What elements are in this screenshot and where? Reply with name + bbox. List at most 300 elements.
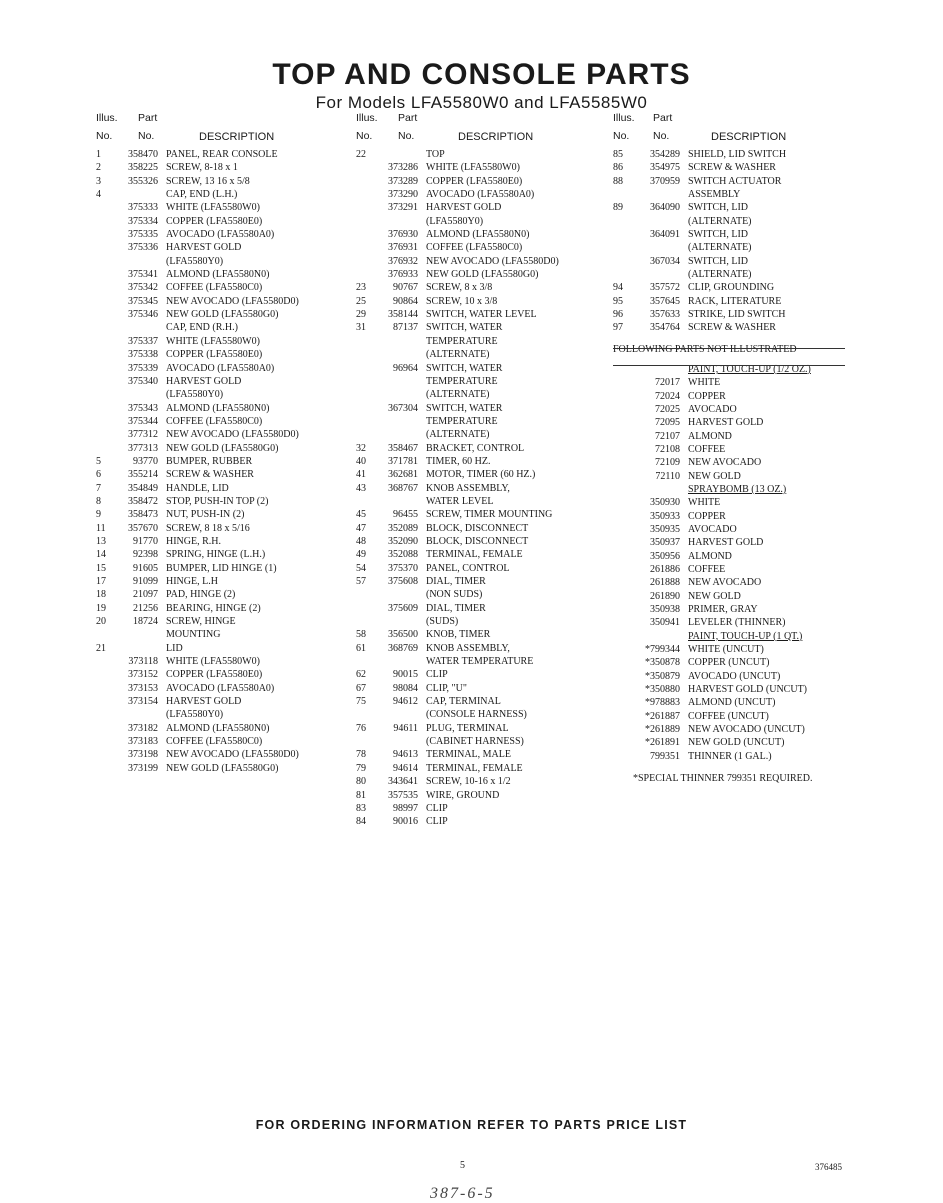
- illus-number: 88: [613, 175, 623, 187]
- part-description: NEW GOLD (LFA5580G0): [166, 442, 279, 454]
- table-row: [613, 683, 858, 696]
- part-description: AVOCADO: [688, 403, 737, 415]
- part-number: 375335: [128, 229, 158, 241]
- part-number: 350930: [650, 497, 680, 509]
- table-row: [613, 576, 858, 589]
- illus-number: 61: [356, 642, 366, 654]
- part-description: NEW GOLD: [688, 470, 741, 482]
- part-number: 72110: [655, 470, 680, 482]
- part-description: COFFEE: [688, 443, 726, 455]
- table-row: [613, 496, 858, 509]
- part-number: 375343: [128, 402, 158, 414]
- part-description: (CABINET HARNESS): [426, 736, 524, 748]
- table-row: [356, 215, 606, 228]
- part-number: 357633: [650, 309, 680, 321]
- table-row: [356, 588, 606, 601]
- table-row: [96, 215, 348, 228]
- table-row: [356, 522, 606, 535]
- table-row: [356, 495, 606, 508]
- part-number: 350937: [650, 537, 680, 549]
- table-row: [356, 415, 606, 428]
- table-row: [356, 375, 606, 388]
- part-description: SCREW, TIMER MOUNTING: [426, 509, 553, 521]
- part-description: WHITE (LFA5580W0): [166, 656, 260, 668]
- part-description: HARVEST GOLD: [166, 375, 242, 387]
- part-description: HARVEST GOLD: [688, 537, 764, 549]
- illus-number: 81: [356, 789, 366, 801]
- part-number: 72109: [655, 457, 680, 469]
- part-description: NEW GOLD: [688, 590, 741, 602]
- part-description: SPRING, HINGE (L.H.): [166, 549, 266, 561]
- table-row: [613, 723, 858, 736]
- illus-number: 97: [613, 322, 623, 334]
- part-description: COFFEE (LFA5580C0): [426, 242, 523, 254]
- illus-number: [356, 428, 378, 441]
- part-number: 354764: [650, 322, 680, 334]
- header-illus: Illus.: [356, 112, 378, 124]
- illus-number: 86: [613, 162, 623, 174]
- part-description: THINNER (1 GAL.): [688, 750, 772, 762]
- parts-list: [356, 148, 606, 829]
- table-row: [96, 668, 348, 681]
- part-number: 375334: [128, 215, 158, 227]
- part-number: 352088: [388, 549, 418, 561]
- part-description: BLOCK, DISCONNECT: [426, 535, 529, 547]
- illus-number: [613, 750, 633, 763]
- part-description: (ALTERNATE): [426, 429, 490, 441]
- part-number: *261891: [645, 737, 680, 749]
- illus-number: [96, 335, 118, 348]
- illus-number: [613, 188, 633, 201]
- part-description: (LFA5580Y0): [426, 215, 484, 227]
- part-description: CAP, TERMINAL: [426, 696, 501, 708]
- illus-number: 40: [356, 455, 366, 467]
- part-description: HARVEST GOLD: [688, 417, 764, 429]
- part-number: 373182: [128, 722, 158, 734]
- illus-number: 32: [356, 442, 366, 454]
- part-number: *799344: [645, 644, 680, 656]
- part-description: COPPER: [688, 390, 726, 402]
- part-number: 354289: [650, 149, 680, 160]
- part-description: HARVEST GOLD: [166, 242, 242, 254]
- part-number: 375370: [388, 562, 418, 574]
- table-row: [96, 201, 348, 214]
- illus-number: [613, 643, 633, 656]
- part-number: 358472: [128, 495, 158, 507]
- part-number: 352090: [388, 535, 418, 547]
- illus-number: 1: [96, 149, 101, 160]
- part-description: NEW AVOCADO: [688, 577, 762, 589]
- illus-number: 15: [96, 562, 106, 574]
- part-description: NEW GOLD (UNCUT): [688, 737, 785, 749]
- part-number: 358467: [388, 442, 418, 454]
- illus-number: [613, 241, 633, 254]
- table-row: [613, 215, 858, 228]
- illus-number: [613, 430, 633, 443]
- part-number: 72025: [655, 403, 680, 415]
- table-row: [96, 695, 348, 708]
- illus-number: [613, 576, 633, 589]
- part-description: (LFA5580Y0): [166, 255, 224, 267]
- table-row: [613, 321, 858, 334]
- part-description: SCREW, 8-18 x 1: [166, 162, 238, 174]
- part-number: 261890: [650, 590, 680, 602]
- part-number: [633, 241, 688, 254]
- header-description: DESCRIPTION: [199, 131, 275, 143]
- illus-number: [613, 656, 633, 669]
- illus-number: [613, 536, 633, 549]
- table-row: [613, 536, 858, 549]
- table-row: [613, 430, 858, 443]
- illus-number: [356, 602, 378, 615]
- part-number: 357670: [128, 522, 158, 534]
- table-row: [613, 696, 858, 709]
- header-no: No.: [613, 130, 630, 142]
- table-row: [356, 281, 606, 294]
- part-number: [378, 428, 426, 441]
- divider: [613, 365, 845, 366]
- illus-number: [96, 228, 118, 241]
- illus-number: [356, 402, 378, 415]
- illus-number: 25: [356, 295, 366, 307]
- table-row: [356, 628, 606, 641]
- part-description: KNOB ASSEMBLY,: [426, 642, 510, 654]
- part-number: [118, 708, 166, 721]
- part-number: 376931: [388, 242, 418, 254]
- table-row: [356, 642, 606, 655]
- table-row: [613, 470, 858, 483]
- illus-number: [96, 735, 118, 748]
- header-description: DESCRIPTION: [711, 131, 787, 143]
- part-description: BUMPER, RUBBER: [166, 455, 253, 467]
- part-number: [633, 268, 688, 281]
- part-description: (SUDS): [426, 616, 459, 628]
- part-number: [118, 628, 166, 641]
- part-number: [378, 375, 426, 388]
- table-row: [96, 175, 348, 188]
- part-number: 21256: [133, 602, 158, 614]
- part-number: *350878: [645, 657, 680, 669]
- part-description: PANEL, REAR CONSOLE: [166, 149, 278, 160]
- part-description: SWITCH, WATER: [426, 322, 503, 334]
- part-number: 72017: [655, 377, 680, 389]
- touch-up-parts-list: [613, 363, 858, 763]
- illus-number: 19: [96, 602, 106, 614]
- part-description: (LFA5580Y0): [166, 389, 224, 401]
- part-description: PRIMER, GRAY: [688, 604, 758, 615]
- part-number: 364091: [650, 229, 680, 241]
- header-illus: Illus.: [613, 112, 635, 124]
- part-number: 358225: [128, 162, 158, 174]
- illus-number: [96, 748, 118, 761]
- part-number: 94612: [393, 696, 418, 708]
- table-row: [613, 161, 858, 174]
- table-row: [356, 722, 606, 735]
- part-description: KNOB ASSEMBLY,: [426, 482, 510, 494]
- ordering-information-footer: FOR ORDERING INFORMATION REFER TO PARTS PRICE LIST: [255, 1118, 688, 1132]
- part-number: 375336: [128, 242, 158, 254]
- page-subtitle: For Models LFA5580W0 and LFA5585W0: [315, 93, 648, 112]
- illus-number: [613, 510, 633, 523]
- part-description: (ALTERNATE): [688, 215, 752, 227]
- table-row: [96, 682, 348, 695]
- table-row: [356, 548, 606, 561]
- table-row: [613, 308, 858, 321]
- part-number: 352089: [388, 522, 418, 534]
- part-number: *350880: [645, 684, 680, 696]
- part-description: HARVEST GOLD: [426, 202, 502, 214]
- illus-number: [96, 428, 118, 441]
- part-description: WHITE (LFA5580W0): [166, 335, 260, 347]
- illus-number: 48: [356, 535, 366, 547]
- table-row: [96, 535, 348, 548]
- illus-number: [356, 375, 378, 388]
- illus-number: 76: [356, 722, 366, 734]
- part-description: AVOCADO (LFA5580A0): [426, 189, 535, 201]
- part-description: COPPER (LFA5580E0): [426, 175, 523, 187]
- parts-list: [96, 148, 348, 775]
- illus-number: 84: [356, 816, 366, 828]
- table-row: [96, 482, 348, 495]
- part-number: 373153: [128, 682, 158, 694]
- part-number: 375337: [128, 335, 158, 347]
- part-number: 356500: [388, 629, 418, 641]
- illus-number: [96, 281, 118, 294]
- illus-number: [356, 255, 378, 268]
- illus-number: [613, 390, 633, 403]
- table-row: [96, 268, 348, 281]
- illus-number: [96, 708, 118, 721]
- part-number: 373154: [128, 696, 158, 708]
- part-description: NEW AVOCADO (LFA5580D0): [166, 749, 299, 761]
- part-number: 21097: [133, 589, 158, 601]
- table-row: [356, 402, 606, 415]
- part-description: COFFEE (LFA5580C0): [166, 415, 263, 427]
- part-description: PLUG, TERMINAL: [426, 722, 509, 734]
- part-number: 799351: [650, 750, 680, 762]
- illus-number: 62: [356, 669, 366, 681]
- table-row: [96, 402, 348, 415]
- part-description: CLIP: [426, 669, 448, 681]
- illus-number: 83: [356, 802, 366, 814]
- illus-number: [356, 615, 378, 628]
- part-number: [378, 148, 426, 161]
- table-row: [356, 388, 606, 401]
- part-description: BLOCK, DISCONNECT: [426, 522, 529, 534]
- table-row: [356, 175, 606, 188]
- table-row: [356, 228, 606, 241]
- part-description: PAINT, TOUCH-UP (1 QT.): [688, 630, 803, 642]
- part-number: 261886: [650, 563, 680, 575]
- illus-number: [96, 375, 118, 388]
- part-number: [118, 188, 166, 201]
- illus-number: [356, 228, 378, 241]
- part-description: HARVEST GOLD: [166, 696, 242, 708]
- part-number: [633, 215, 688, 228]
- illus-number: 21: [96, 642, 106, 654]
- part-description: COFFEE (UNCUT): [688, 710, 769, 722]
- part-number: 376932: [388, 255, 418, 267]
- illus-number: 47: [356, 522, 366, 534]
- table-row: [96, 362, 348, 375]
- table-row: [96, 428, 348, 441]
- part-description: NEW AVOCADO (UNCUT): [688, 724, 805, 736]
- part-description: NEW AVOCADO: [688, 457, 762, 469]
- table-row: [613, 403, 858, 416]
- table-row: [96, 708, 348, 721]
- table-row: [356, 348, 606, 361]
- part-description: KNOB, TIMER: [426, 629, 491, 641]
- part-description: TOP: [426, 149, 445, 160]
- illus-number: [356, 268, 378, 281]
- illus-number: [613, 616, 633, 629]
- illus-number: 22: [356, 149, 366, 160]
- parts-column-3: [613, 110, 858, 784]
- table-row: [356, 802, 606, 815]
- illus-number: [356, 495, 378, 508]
- part-number: 368769: [388, 642, 418, 654]
- part-description: COPPER: [688, 510, 726, 522]
- column-header: [613, 110, 858, 148]
- illus-number: [356, 215, 378, 228]
- part-description: TERMINAL, MALE: [426, 749, 511, 761]
- illus-number: 95: [613, 295, 623, 307]
- table-row: [356, 148, 606, 161]
- illus-number: [356, 588, 378, 601]
- table-row: [96, 295, 348, 308]
- part-description: LID: [166, 642, 183, 654]
- illus-number: [96, 201, 118, 214]
- table-row: [356, 188, 606, 201]
- illus-number: [613, 215, 633, 228]
- part-description: ALMOND: [688, 550, 732, 562]
- part-number: [378, 588, 426, 601]
- table-row: [356, 602, 606, 615]
- part-number: 94614: [393, 762, 418, 774]
- part-number: 373152: [128, 669, 158, 681]
- part-description: COPPER (LFA5580E0): [166, 215, 263, 227]
- part-description: SCREW, 13 16 x 5/8: [166, 175, 250, 187]
- part-number: 354975: [650, 162, 680, 174]
- part-number: 90767: [393, 282, 418, 294]
- page-title: TOP AND CONSOLE PARTS: [272, 58, 691, 91]
- part-number: 18724: [133, 616, 158, 628]
- illus-number: 4: [96, 189, 101, 201]
- illus-number: 85: [613, 149, 623, 160]
- illus-number: [613, 403, 633, 416]
- illus-number: [356, 161, 378, 174]
- part-number: 370959: [650, 175, 680, 187]
- part-description: SWITCH, WATER: [426, 362, 503, 374]
- table-row: [96, 308, 348, 321]
- illus-number: [613, 630, 633, 643]
- illus-number: [96, 321, 118, 334]
- table-row: [356, 708, 606, 721]
- document-number: 376485: [815, 1162, 842, 1172]
- table-row: [356, 535, 606, 548]
- illus-number: [96, 682, 118, 695]
- part-number: 354849: [128, 482, 158, 494]
- table-row: [96, 522, 348, 535]
- part-description: COFFEE: [688, 563, 726, 575]
- illus-number: [96, 295, 118, 308]
- illus-number: [356, 362, 378, 375]
- header-description: DESCRIPTION: [458, 131, 534, 143]
- table-row: [356, 815, 606, 828]
- illus-number: 11: [96, 522, 106, 534]
- illus-number: [96, 388, 118, 401]
- part-description: MOTOR, TIMER (60 HZ.): [426, 469, 536, 481]
- part-number: 375340: [128, 375, 158, 387]
- table-row: [356, 255, 606, 268]
- table-row: [613, 416, 858, 429]
- divider: [613, 348, 845, 349]
- parts-list: [613, 148, 858, 335]
- table-row: [356, 335, 606, 348]
- table-row: [613, 483, 858, 496]
- part-description: NEW AVOCADO (LFA5580D0): [426, 255, 559, 267]
- table-row: [96, 468, 348, 481]
- illus-number: [96, 362, 118, 375]
- part-description: AVOCADO: [688, 523, 737, 535]
- illus-number: [613, 603, 633, 616]
- table-row: [613, 148, 858, 161]
- part-number: 376930: [388, 229, 418, 241]
- table-row: [613, 603, 858, 616]
- handwritten-note: 387-6-5: [430, 1185, 495, 1202]
- part-description: SCREW & WASHER: [688, 162, 776, 174]
- part-number: 367034: [650, 255, 680, 267]
- table-row: [356, 668, 606, 681]
- table-row: [356, 241, 606, 254]
- illus-number: [613, 670, 633, 683]
- table-row: [96, 241, 348, 254]
- part-number: 350938: [650, 604, 680, 615]
- table-row: [613, 656, 858, 669]
- part-description: SHIELD, LID SWITCH: [688, 149, 787, 160]
- illus-number: 57: [356, 576, 366, 587]
- part-description: BUMPER, LID HINGE (1): [166, 562, 277, 574]
- part-number: 355326: [128, 175, 158, 187]
- part-number: 373198: [128, 749, 158, 761]
- illus-number: [96, 308, 118, 321]
- part-number: [633, 630, 688, 643]
- table-row: [96, 602, 348, 615]
- table-row: [356, 442, 606, 455]
- table-row: [613, 241, 858, 254]
- table-row: [356, 482, 606, 495]
- part-number: 98084: [393, 682, 418, 694]
- part-number: 373118: [128, 656, 158, 668]
- illus-number: 5: [96, 455, 101, 467]
- illus-number: [96, 255, 118, 268]
- part-number: [378, 655, 426, 668]
- table-row: [96, 762, 348, 775]
- part-description: ASSEMBLY: [688, 189, 741, 201]
- part-description: STRIKE, LID SWITCH: [688, 309, 786, 321]
- illus-number: 80: [356, 776, 366, 788]
- illus-number: [613, 456, 633, 469]
- table-row: [96, 188, 348, 201]
- table-row: [356, 295, 606, 308]
- part-description: TERMINAL, FEMALE: [426, 549, 523, 561]
- part-number: *350879: [645, 670, 680, 682]
- part-number: 375344: [128, 415, 158, 427]
- part-description: COPPER (LFA5580E0): [166, 349, 263, 361]
- illus-number: 17: [96, 576, 106, 587]
- illus-number: 2: [96, 162, 101, 174]
- illus-number: [96, 415, 118, 428]
